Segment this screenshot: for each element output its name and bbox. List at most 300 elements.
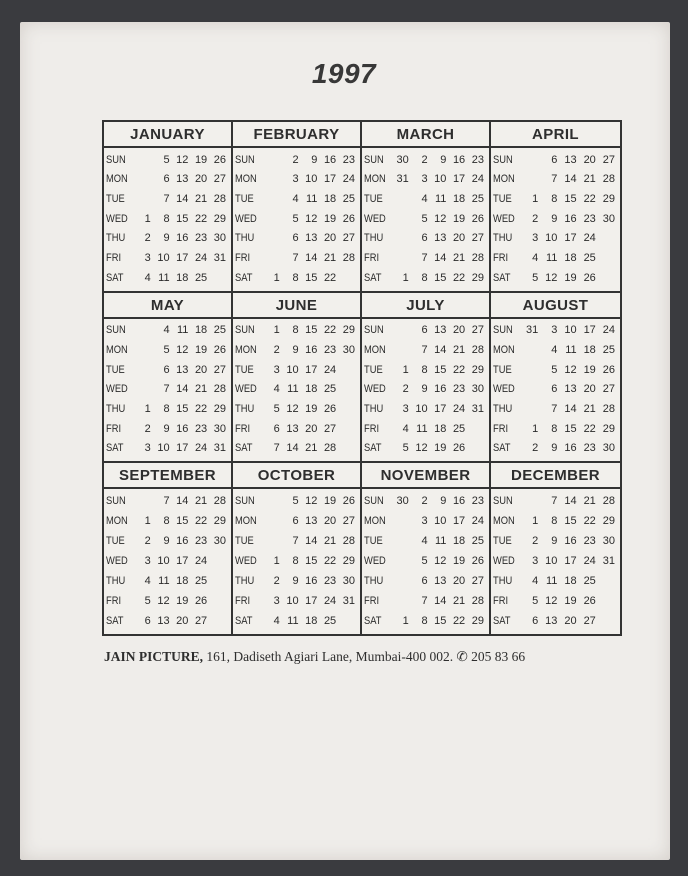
weekday-label: SUN: [493, 495, 513, 508]
date-cell: 25: [323, 383, 337, 396]
date-cell: 18: [305, 383, 318, 396]
weekday-label: TUE: [106, 193, 125, 206]
week-row: [493, 190, 617, 209]
weekday-label: SAT: [364, 271, 382, 284]
date-cell: 11: [545, 252, 558, 265]
date-cell: 9: [163, 422, 170, 435]
weekday-label: SUN: [235, 153, 255, 166]
weekday-label: FRI: [364, 252, 380, 265]
date-cell: 2: [532, 212, 539, 225]
weekday-label: WED: [106, 555, 128, 568]
date-cell: 23: [194, 232, 208, 245]
date-cell: 7: [273, 442, 280, 455]
date-cell: 25: [323, 615, 337, 628]
date-cell: 20: [323, 515, 337, 528]
date-cell: 17: [305, 595, 318, 608]
date-cell: 8: [292, 271, 299, 284]
date-cell: 11: [416, 422, 428, 435]
date-cell: 4: [532, 575, 539, 588]
date-cell: 8: [163, 515, 170, 528]
date-cell: 25: [213, 324, 226, 337]
month-title: JANUARY: [104, 122, 231, 148]
weekday-label: TUE: [364, 193, 383, 206]
week-row: [493, 612, 617, 631]
weekday-label: SUN: [106, 495, 126, 508]
date-cell: 22: [194, 212, 208, 225]
date-cell: 15: [305, 271, 318, 284]
month-june: [233, 293, 362, 464]
week-row: [493, 360, 617, 379]
date-cell: 22: [583, 422, 596, 435]
date-cell: 9: [163, 232, 170, 245]
date-cell: 18: [323, 193, 337, 206]
date-cell: 9: [292, 344, 299, 357]
week-row: [235, 492, 357, 511]
date-cell: 22: [583, 515, 596, 528]
date-cell: 20: [564, 615, 577, 628]
date-cell: 24: [194, 252, 208, 265]
date-cell: 19: [583, 363, 596, 376]
date-cell: 30: [602, 535, 616, 548]
week-row: [235, 321, 357, 340]
week-row: [235, 249, 357, 268]
date-cell: 28: [323, 442, 337, 455]
week-row: [235, 552, 357, 571]
weekday-label: MON: [364, 173, 386, 186]
month-title: APRIL: [491, 122, 620, 148]
date-cell: 10: [545, 232, 558, 245]
weekday-label: MON: [235, 173, 257, 186]
date-cell: 30: [602, 212, 616, 225]
week-row: [493, 268, 617, 287]
date-cell: 3: [144, 555, 151, 568]
week-row: [106, 532, 228, 551]
month-title: SEPTEMBER: [104, 463, 231, 489]
date-cell: 18: [564, 252, 577, 265]
date-cell: 18: [176, 271, 189, 284]
weekday-label: SUN: [364, 324, 384, 337]
date-cell: 22: [323, 324, 337, 337]
date-cell: 11: [545, 575, 558, 588]
weekday-label: FRI: [106, 595, 122, 608]
weekday-label: WED: [106, 212, 128, 225]
date-cell: 8: [163, 212, 170, 225]
date-cell: 14: [286, 442, 299, 455]
week-row: [235, 592, 357, 611]
date-cell: 27: [213, 173, 226, 186]
date-cell: 4: [273, 383, 280, 396]
date-cell: 4: [421, 535, 428, 548]
date-cell: 14: [305, 252, 318, 265]
date-cell: 29: [342, 324, 355, 337]
weekday-label: SUN: [364, 495, 384, 508]
date-cell: 13: [305, 515, 318, 528]
date-cell: 19: [194, 344, 208, 357]
date-cell: 2: [292, 153, 299, 166]
weekday-label: SUN: [493, 324, 513, 337]
month-march: [362, 122, 491, 293]
weekday-label: MON: [364, 344, 386, 357]
date-cell: 20: [452, 575, 466, 588]
date-cell: 15: [564, 193, 577, 206]
date-cell: 19: [305, 403, 318, 416]
date-cell: 25: [194, 271, 208, 284]
weekday-label: THU: [493, 575, 513, 588]
month-title: FEBRUARY: [233, 122, 360, 148]
date-cell: 29: [602, 193, 616, 206]
weekday-label: SUN: [106, 324, 126, 337]
week-row: [106, 492, 228, 511]
date-cell: 24: [194, 442, 208, 455]
date-cell: 8: [421, 271, 428, 284]
date-cell: 8: [551, 422, 558, 435]
date-cell: 21: [583, 173, 596, 186]
weekday-label: TUE: [493, 363, 512, 376]
date-cell: 11: [158, 271, 170, 284]
date-cell: 29: [342, 555, 355, 568]
date-cell: 30: [213, 535, 226, 548]
date-cell: 10: [545, 555, 558, 568]
date-cell: 7: [421, 344, 428, 357]
weekday-label: SAT: [235, 442, 253, 455]
date-cell: 13: [564, 383, 577, 396]
weekday-label: THU: [106, 575, 126, 588]
week-row: [106, 419, 228, 438]
month-title: JULY: [362, 293, 489, 319]
date-cell: 12: [176, 153, 189, 166]
date-cell: 26: [213, 153, 226, 166]
date-cell: 14: [434, 252, 447, 265]
weekday-label: SAT: [106, 271, 124, 284]
date-cell: 6: [421, 575, 428, 588]
date-cell: 3: [144, 442, 151, 455]
date-cell: 9: [440, 153, 447, 166]
month-title: MAY: [104, 293, 231, 319]
date-cell: 15: [434, 271, 447, 284]
date-cell: 10: [286, 363, 299, 376]
date-cell: 14: [176, 383, 189, 396]
week-row: [364, 249, 486, 268]
date-cell: 2: [273, 575, 280, 588]
date-cell: 5: [402, 442, 409, 455]
weekday-label: WED: [364, 383, 386, 396]
weekday-label: TUE: [235, 535, 254, 548]
weekday-label: SUN: [364, 153, 384, 166]
week-row: [364, 209, 486, 228]
date-cell: 4: [163, 324, 170, 337]
date-cell: 20: [176, 615, 189, 628]
date-cell: 3: [421, 173, 428, 186]
weekday-label: TUE: [493, 193, 512, 206]
date-cell: 12: [176, 344, 189, 357]
date-cell: 3: [402, 403, 409, 416]
date-cell: 6: [292, 515, 299, 528]
week-row: [364, 229, 486, 248]
date-cell: 9: [440, 495, 447, 508]
date-cell: 6: [532, 615, 539, 628]
week-row: [106, 209, 228, 228]
date-cell: 19: [323, 495, 337, 508]
date-cell: 17: [305, 363, 318, 376]
date-cell: 9: [551, 442, 558, 455]
date-cell: 23: [471, 495, 484, 508]
weekday-label: MON: [493, 515, 515, 528]
date-cell: 26: [452, 442, 466, 455]
date-cell: 29: [213, 403, 226, 416]
date-cell: 23: [194, 422, 208, 435]
date-cell: 6: [163, 363, 170, 376]
date-cell: 26: [602, 363, 616, 376]
week-row: [106, 592, 228, 611]
date-cell: 20: [583, 383, 596, 396]
date-cell: 11: [287, 615, 299, 628]
week-row: [106, 360, 228, 379]
weekday-label: TUE: [364, 363, 383, 376]
date-cell: 2: [144, 535, 151, 548]
date-cell: 20: [452, 232, 466, 245]
date-cell: 5: [551, 363, 558, 376]
date-cell: 10: [564, 324, 577, 337]
date-cell: 18: [176, 575, 189, 588]
date-cell: 16: [564, 212, 577, 225]
date-cell: 31: [396, 173, 409, 186]
date-cell: 4: [402, 422, 409, 435]
date-cell: 28: [342, 252, 355, 265]
date-cell: 16: [305, 344, 318, 357]
weekday-label: WED: [235, 383, 257, 396]
month-december: [491, 463, 620, 634]
date-cell: 15: [305, 324, 318, 337]
date-cell: 26: [583, 595, 596, 608]
date-cell: 5: [421, 212, 428, 225]
week-row: [364, 592, 486, 611]
date-cell: 13: [176, 173, 189, 186]
date-cell: 12: [545, 595, 558, 608]
month-february: [233, 122, 362, 293]
date-cell: 17: [564, 555, 577, 568]
date-cell: 3: [144, 252, 151, 265]
date-cell: 12: [305, 495, 318, 508]
weekday-label: THU: [106, 403, 126, 416]
month-title: NOVEMBER: [362, 463, 489, 489]
weekday-label: MON: [235, 515, 257, 528]
date-cell: 19: [194, 153, 208, 166]
date-cell: 17: [323, 173, 337, 186]
week-row: [493, 400, 617, 419]
weekday-label: TUE: [235, 193, 254, 206]
date-cell: 17: [564, 232, 577, 245]
date-cell: 22: [323, 555, 337, 568]
date-cell: 4: [532, 252, 539, 265]
date-cell: 27: [213, 363, 226, 376]
month-july: [362, 293, 491, 464]
date-cell: 2: [421, 153, 428, 166]
date-cell: 21: [323, 535, 337, 548]
date-cell: 16: [564, 535, 577, 548]
weekday-label: WED: [493, 212, 515, 225]
date-cell: 19: [564, 595, 577, 608]
date-cell: 15: [434, 615, 447, 628]
date-cell: 6: [551, 153, 558, 166]
date-cell: 22: [194, 515, 208, 528]
weekday-label: WED: [364, 212, 386, 225]
date-cell: 21: [452, 252, 466, 265]
weekday-label: WED: [493, 555, 515, 568]
date-cell: 5: [421, 555, 428, 568]
date-cell: 16: [176, 535, 189, 548]
week-row: [106, 572, 228, 591]
date-cell: 1: [144, 212, 151, 225]
week-row: [364, 400, 486, 419]
date-cell: 3: [273, 363, 280, 376]
date-cell: 24: [342, 173, 355, 186]
week-row: [235, 419, 357, 438]
week-row: [235, 439, 357, 458]
date-cell: 2: [532, 535, 539, 548]
date-cell: 15: [305, 555, 318, 568]
date-cell: 4: [551, 344, 558, 357]
date-cell: 19: [323, 212, 337, 225]
weekday-label: TUE: [106, 363, 125, 376]
date-cell: 2: [144, 422, 151, 435]
date-cell: 15: [434, 363, 447, 376]
date-cell: 16: [323, 153, 337, 166]
date-cell: 1: [273, 324, 280, 337]
date-cell: 18: [583, 344, 596, 357]
month-october: [233, 463, 362, 634]
date-cell: 25: [583, 252, 596, 265]
date-cell: 8: [163, 403, 170, 416]
date-cell: 25: [471, 535, 484, 548]
date-cell: 7: [551, 495, 558, 508]
week-row: [235, 341, 357, 360]
week-row: [364, 170, 486, 189]
date-cell: 25: [342, 193, 355, 206]
week-row: [364, 268, 486, 287]
date-cell: 18: [194, 324, 208, 337]
date-cell: 2: [144, 232, 151, 245]
date-cell: 23: [583, 535, 596, 548]
date-cell: 22: [452, 615, 466, 628]
date-cell: 6: [292, 232, 299, 245]
date-cell: 31: [471, 403, 484, 416]
date-cell: 8: [292, 555, 299, 568]
month-april: [491, 122, 620, 293]
weekday-label: FRI: [493, 422, 509, 435]
date-cell: 28: [213, 383, 226, 396]
date-cell: 22: [583, 193, 596, 206]
week-row: [235, 380, 357, 399]
date-cell: 22: [323, 271, 337, 284]
month-title: OCTOBER: [233, 463, 360, 489]
date-cell: 20: [305, 422, 318, 435]
date-cell: 23: [583, 442, 596, 455]
date-cell: 8: [421, 615, 428, 628]
date-cell: 30: [396, 495, 409, 508]
weekday-label: SUN: [493, 153, 513, 166]
date-cell: 31: [342, 595, 355, 608]
week-row: [235, 572, 357, 591]
weekday-label: SUN: [235, 495, 255, 508]
week-row: [364, 360, 486, 379]
month-august: [491, 293, 620, 464]
date-cell: 21: [194, 383, 208, 396]
weekday-label: FRI: [364, 422, 380, 435]
date-cell: 4: [144, 575, 151, 588]
week-row: [493, 532, 617, 551]
date-cell: 29: [602, 422, 616, 435]
weekday-label: MON: [106, 173, 128, 186]
date-cell: 9: [163, 535, 170, 548]
week-row: [364, 612, 486, 631]
date-cell: 26: [583, 271, 596, 284]
date-cell: 26: [323, 403, 337, 416]
weekday-label: TUE: [235, 363, 254, 376]
week-row: [493, 492, 617, 511]
date-cell: 16: [452, 153, 466, 166]
weekday-label: TUE: [364, 535, 383, 548]
month-november: [362, 463, 491, 634]
week-row: [106, 439, 228, 458]
date-cell: 14: [434, 344, 447, 357]
date-cell: 16: [452, 495, 466, 508]
date-cell: 14: [564, 403, 577, 416]
weekday-label: SAT: [493, 442, 511, 455]
date-cell: 21: [583, 403, 596, 416]
date-cell: 27: [471, 324, 484, 337]
date-cell: 8: [551, 193, 558, 206]
weekday-label: FRI: [235, 252, 251, 265]
week-row: [106, 552, 228, 571]
date-cell: 11: [158, 575, 170, 588]
date-cell: 10: [157, 555, 170, 568]
weekday-label: WED: [106, 383, 128, 396]
date-cell: 5: [144, 595, 151, 608]
date-cell: 17: [176, 252, 189, 265]
date-cell: 6: [273, 422, 280, 435]
date-cell: 11: [305, 193, 318, 206]
weekday-label: MON: [106, 515, 128, 528]
date-cell: 10: [434, 515, 447, 528]
date-cell: 14: [564, 495, 577, 508]
date-cell: 13: [176, 363, 189, 376]
week-row: [364, 380, 486, 399]
date-cell: 27: [471, 232, 484, 245]
weekday-label: FRI: [106, 252, 122, 265]
date-cell: 8: [292, 324, 299, 337]
date-cell: 27: [602, 383, 616, 396]
date-cell: 28: [471, 252, 484, 265]
date-cell: 23: [583, 212, 596, 225]
weekday-label: WED: [235, 212, 257, 225]
date-cell: 6: [551, 383, 558, 396]
date-cell: 11: [565, 344, 577, 357]
weekday-label: FRI: [106, 422, 122, 435]
date-cell: 19: [434, 442, 447, 455]
weekday-label: THU: [106, 232, 126, 245]
date-cell: 19: [452, 212, 466, 225]
date-cell: 1: [144, 515, 151, 528]
date-cell: 3: [532, 232, 539, 245]
week-row: [106, 268, 228, 287]
date-cell: 25: [602, 344, 616, 357]
date-cell: 13: [434, 575, 447, 588]
date-cell: 26: [471, 555, 484, 568]
week-row: [106, 229, 228, 248]
weekday-label: FRI: [493, 595, 509, 608]
date-cell: 25: [471, 193, 484, 206]
date-cell: 29: [471, 363, 484, 376]
